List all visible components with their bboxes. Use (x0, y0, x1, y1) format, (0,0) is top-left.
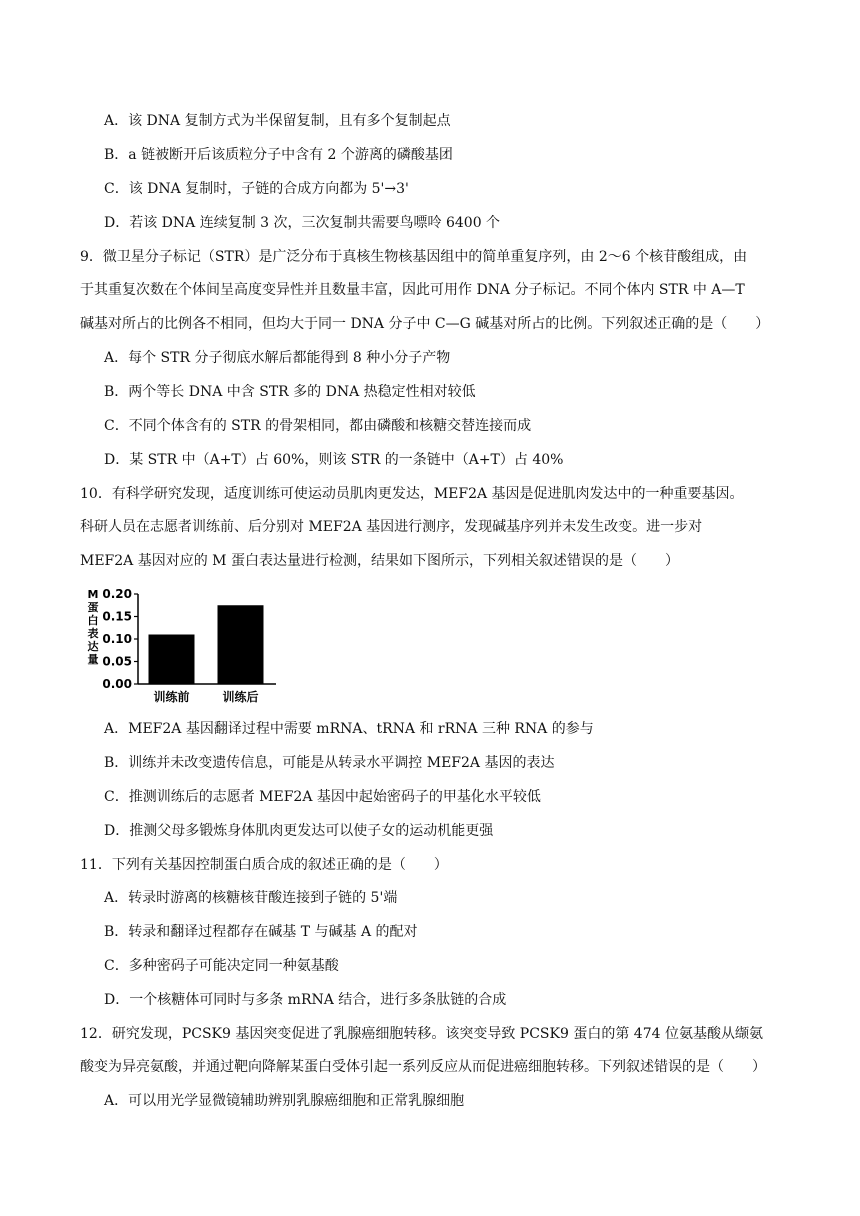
q10-option-b: B．训练并未改变遗传信息，可能是从转录水平调控 MEF2A 基因的表达 (104, 755, 555, 771)
q11-option-d: D．一个核糖体可同时与多条 mRNA 结合，进行多条肽链的合成 (104, 992, 507, 1008)
bar-1 (149, 635, 195, 685)
q9-option-c: C．不同个体含有的 STR 的骨架相同，都由磷酸和核糖交替连接而成 (104, 418, 532, 434)
y-tick-label: 0.00 (102, 677, 132, 691)
q9-stem-line-1: 9．微卫星分子标记（STR）是广泛分布于真核生物核基因组中的简单重复序列，由 2～6 个核苷酸组成，由 (80, 249, 748, 265)
x-tick-label: 训练后 (222, 690, 259, 704)
q12-stem-line-2: 酸变为异亮氨酸，并通过靶向降解某蛋白受体引起一系列反应从而促进癌细胞转移。下列叙述错误的是（ ） (80, 1059, 766, 1075)
q10-stem-line-1: 10．有科学研究发现，适度训练可使运动员肌肉更发达，MEF2A 基因是促进肌肉发达中的一种重要基因。 (80, 486, 744, 502)
q8-option-c: C．该 DNA 复制时，子链的合成方向都为 5'→3' (104, 181, 409, 197)
q9-option-d: D．某 STR 中（A+T）占 60%，则该 STR 的一条链中（A+T）占 40% (104, 452, 564, 468)
q10-stem-line-3: MEF2A 基因对应的 M 蛋白表达量进行检测，结果如下图所示，下列相关叙述错误的是（ ） (80, 553, 679, 569)
q8-option-a: A．该 DNA 复制方式为半保留复制，且有多个复制起点 (104, 113, 451, 129)
y-axis-label-char: 量 (87, 653, 99, 666)
q11-stem: 11．下列有关基因控制蛋白质合成的叙述正确的是（ ） (80, 857, 448, 873)
y-axis-label-char: 蛋 (87, 601, 99, 614)
q10-option-c: C．推测训练后的志愿者 MEF2A 基因中起始密码子的甲基化水平较低 (104, 789, 541, 805)
q8-option-b: B．a 链被断开后该质粒分子中含有 2 个游离的磷酸基团 (104, 147, 453, 163)
y-axis-label-char: 白 (87, 614, 99, 627)
y-tick-label: 0.20 (102, 587, 132, 601)
q9-option-b: B．两个等长 DNA 中含 STR 多的 DNA 热稳定性相对较低 (104, 384, 476, 400)
y-axis-label-char: 表 (87, 627, 99, 640)
q10-stem-line-2: 科研人员在志愿者训练前、后分别对 MEF2A 基因进行测序，发现碱基序列并未发生改变。进一步对 (80, 519, 703, 535)
y-tick-label: 0.15 (102, 609, 132, 624)
x-tick-label: 训练前 (153, 690, 190, 704)
y-axis-label-char: M (87, 588, 99, 601)
q9-stem-line-3: 碱基对所占的比例各不相同，但均大于同一 DNA 分子中 C—G 碱基对所占的比例。下列叙述正确的是（ ） (80, 316, 770, 332)
q10-option-d: D．推测父母多锻炼身体肌肉更发达可以使子女的运动机能更强 (104, 823, 494, 839)
y-tick-label: 0.05 (102, 654, 132, 669)
bar-2 (218, 605, 264, 684)
y-tick-label: 0.10 (102, 632, 132, 646)
q9-stem-line-2: 于其重复次数在个体间呈高度变异性并且数量丰富，因此可用作 DNA 分子标记。不同个体内 STR 中 A—T (80, 282, 745, 298)
chart-canvas (80, 584, 280, 706)
m-protein-bar-chart (80, 584, 280, 706)
q11-option-a: A．转录时游离的核糖核苷酸连接到子链的 5'端 (104, 890, 398, 906)
q11-option-b: B．转录和翻译过程都存在碱基 T 与碱基 A 的配对 (104, 924, 418, 940)
q8-option-d: D．若该 DNA 连续复制 3 次，三次复制共需要鸟嘌呤 6400 个 (104, 215, 501, 231)
q11-option-c: C．多种密码子可能决定同一种氨基酸 (104, 958, 339, 974)
q9-option-a: A．每个 STR 分子彻底水解后都能得到 8 种小分子产物 (104, 350, 451, 366)
q12-option-a: A．可以用光学显微镜辅助辨别乳腺癌细胞和正常乳腺细胞 (104, 1093, 465, 1109)
y-axis-label-char: 达 (87, 640, 99, 653)
q10-option-a: A．MEF2A 基因翻译过程中需要 mRNA、tRNA 和 rRNA 三种 RNA 的参与 (104, 721, 594, 737)
q12-stem-line-1: 12．研究发现，PCSK9 基因突变促进了乳腺癌细胞转移。该突变导致 PCSK9 蛋白的第 474 位氨基酸从缬氨 (80, 1026, 763, 1042)
